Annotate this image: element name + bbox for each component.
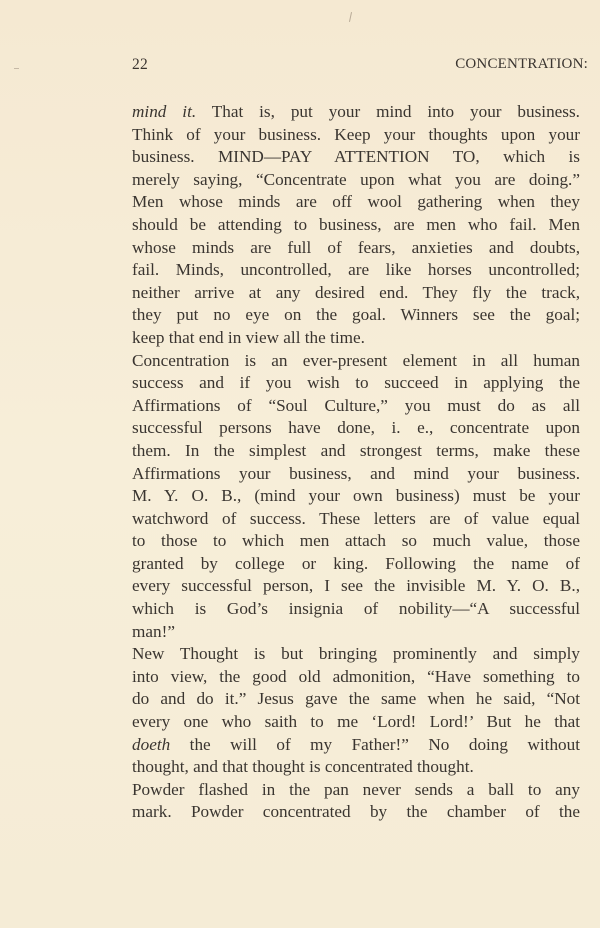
text-line bbox=[132, 621, 580, 644]
italic-text: doeth bbox=[132, 734, 171, 754]
text-span: the will of my Father!” No doing without bbox=[170, 734, 580, 754]
text-line bbox=[132, 598, 580, 621]
text-line bbox=[132, 259, 580, 282]
text-line bbox=[132, 643, 580, 666]
text-span: Affirmations your business, and mind your business. bbox=[132, 463, 580, 483]
scan-mark bbox=[349, 12, 352, 22]
text-span: business. MIND—PAY ATTENTION TO, which is bbox=[132, 147, 580, 167]
text-span: every successful person, I see the invisible M. Y. O. B., bbox=[132, 576, 580, 596]
running-title: CONCENTRATION: bbox=[455, 56, 588, 72]
text-span: mark. Powder concentrated by the chamber of the bbox=[132, 802, 580, 822]
text-line bbox=[132, 440, 580, 463]
text-line bbox=[132, 463, 580, 486]
text-line bbox=[132, 327, 580, 350]
text-line bbox=[132, 417, 580, 440]
text-span: whose minds are full of fears, anxieties and doubts, bbox=[132, 237, 580, 257]
text-span: fail. Minds, uncontrolled, are like horses uncontrolled; bbox=[132, 260, 580, 280]
text-span: which is God’s insignia of nobility—“A successful bbox=[132, 599, 580, 619]
text-line bbox=[132, 214, 580, 237]
text-span: Men whose minds are off wool gathering when they bbox=[132, 192, 580, 212]
text-line bbox=[132, 372, 580, 395]
text-span: Powder flashed in the pan never sends a ball to any bbox=[132, 779, 580, 799]
body-text bbox=[132, 101, 580, 824]
page-number: 22 bbox=[132, 56, 149, 73]
text-line bbox=[132, 124, 580, 147]
scan-mark bbox=[14, 68, 19, 69]
text-span: granted by college or king. Following the name of bbox=[132, 553, 580, 573]
text-span: That is, put your mind into your business. bbox=[196, 102, 580, 121]
text-span: man!” bbox=[132, 621, 175, 641]
text-span: successful persons have done, i. e., concentrate upon bbox=[132, 418, 580, 438]
text-span: to those to which men attach so much value, those bbox=[132, 531, 580, 551]
text-line bbox=[132, 191, 580, 214]
text-line bbox=[132, 575, 580, 598]
text-line bbox=[132, 688, 580, 711]
text-span: every one who saith to me ‘Lord! Lord!’ But he that bbox=[132, 712, 580, 732]
text-line bbox=[132, 350, 580, 373]
text-span: M. Y. O. B., (mind your own business) must be your bbox=[132, 486, 580, 506]
text-line bbox=[132, 508, 580, 531]
text-line bbox=[132, 553, 580, 576]
text-line bbox=[132, 395, 580, 418]
text-span: them. In the simplest and strongest terms, make these bbox=[132, 440, 580, 460]
text-line bbox=[132, 169, 580, 192]
text-span: success and if you wish to succeed in applying the bbox=[132, 373, 580, 393]
text-line bbox=[132, 756, 580, 779]
text-line bbox=[132, 734, 580, 757]
text-span: merely saying, “Concentrate upon what you are doing.” bbox=[132, 169, 580, 189]
text-span: should be attending to business, are men who fail. Men bbox=[132, 214, 580, 234]
text-line bbox=[132, 711, 580, 734]
text-line bbox=[132, 801, 580, 824]
italic-text: mind it. bbox=[132, 102, 197, 121]
text-span: neither arrive at any desired end. They fly the track, bbox=[132, 282, 580, 302]
text-line bbox=[132, 530, 580, 553]
text-span: thought, and that thought is concentrated thought. bbox=[132, 757, 474, 777]
text-span: into view, the good old admonition, “Have something to bbox=[132, 666, 580, 686]
text-span: keep that end in view all the time. bbox=[132, 327, 365, 347]
text-line bbox=[132, 282, 580, 305]
text-line bbox=[132, 779, 580, 802]
text-span: Think of your business. Keep your thoughts upon your bbox=[132, 124, 580, 144]
text-span: Affirmations of “Soul Culture,” you must do as all bbox=[132, 395, 580, 415]
text-span: watchword of success. These letters are of value equal bbox=[132, 508, 580, 528]
text-line bbox=[132, 146, 580, 169]
text-span: New Thought is but bringing prominently and simply bbox=[132, 644, 580, 664]
text-line bbox=[132, 304, 580, 327]
text-line bbox=[132, 666, 580, 689]
text-span: they put no eye on the goal. Winners see the goal; bbox=[132, 305, 580, 325]
text-span: Concentration is an ever-present element in all human bbox=[132, 350, 580, 370]
text-span: do and do it.” Jesus gave the same when he said, “Not bbox=[132, 689, 580, 709]
text-line bbox=[132, 237, 580, 260]
text-line bbox=[132, 101, 580, 124]
running-head bbox=[132, 56, 588, 76]
text-line bbox=[132, 485, 580, 508]
